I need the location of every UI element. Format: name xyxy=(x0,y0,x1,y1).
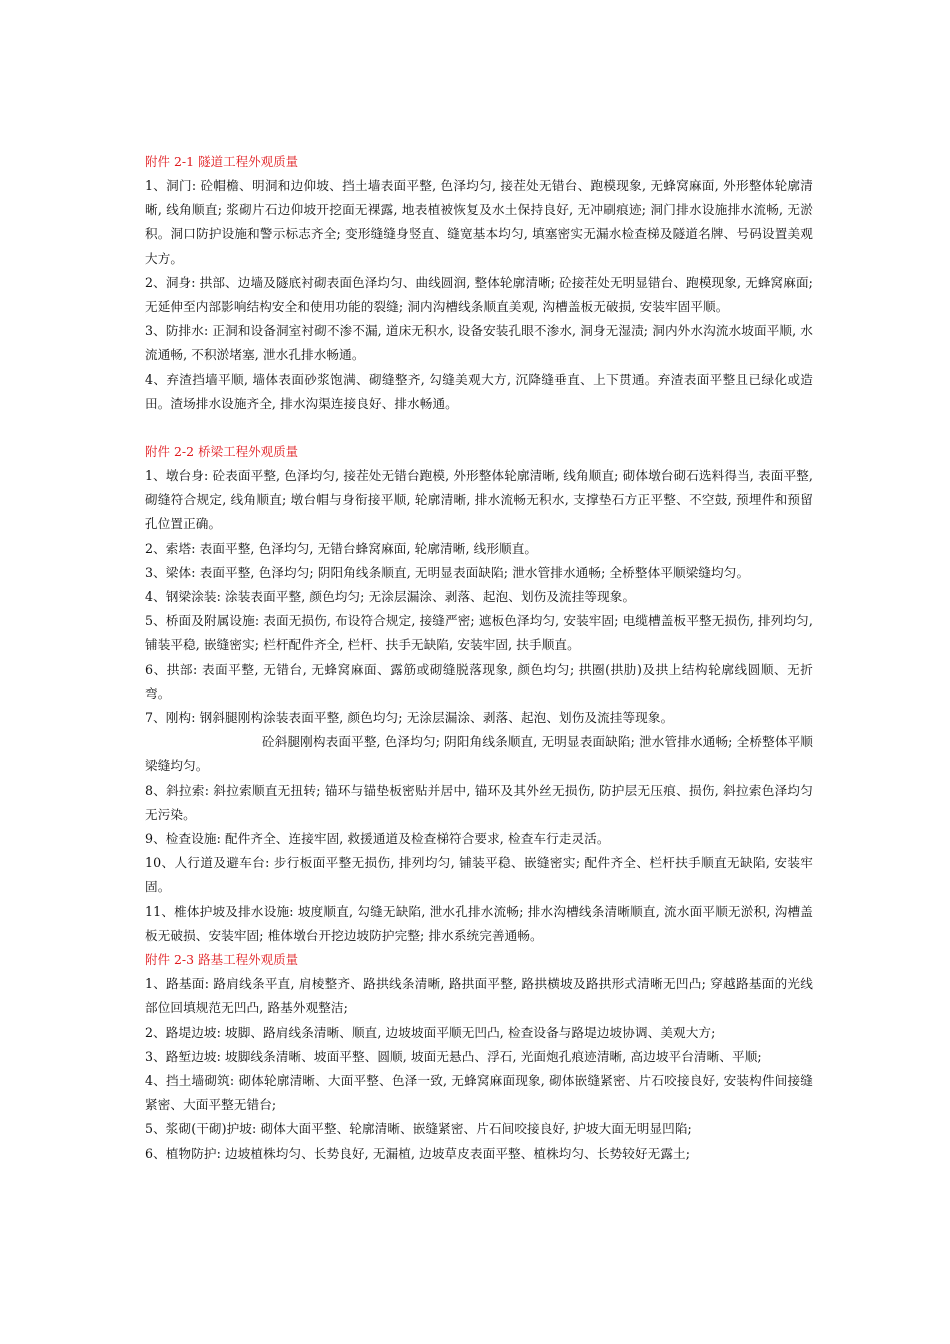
document-page xyxy=(145,150,813,1166)
bridge-item-steel-coating: 4、钢梁涂装: 涂装表面平整, 颜色均匀; 无涂层漏涂、剥落、起泡、划伤及流挂等现象。 xyxy=(145,589,636,605)
bridge-item-walkway: 10、人行道及避车台: 步行板面平整无损伤, 排列均匀, 铺装平稳、嵌缝密实; 配件齐全、栏杆扶手顺直无缺陷, 安装牢固。 xyxy=(145,855,813,895)
bridge-item-rigid-frame-concrete: 砼斜腿刚构表面平整, 色泽均匀; 阴阳角线条顺直, 无明显表面缺陷; 泄水管排水通畅; 全桥整体平顺梁缝均匀。 xyxy=(145,734,813,774)
bridge-item-deck: 5、桥面及附属设施: 表面无损伤, 布设符合规定, 接缝严密; 遮板色泽均匀, 安装牢固; 电缆槽盖板平整无损伤, 排列均匀, 铺装平稳, 嵌缝密实; 栏杆配件齐全, 栏杆、扶手无缺陷, 安装牢固, 扶手顺直。 xyxy=(145,613,813,653)
subgrade-item-retaining-wall: 4、挡土墙砌筑: 砌体轮廓清晰、大面平整、色泽一致, 无蜂窝麻面现象, 砌体嵌缝紧密、片石咬接良好, 安装构件间接缝紧密、大面平整无错台; xyxy=(145,1072,813,1113)
bridge-item-girder: 3、梁体: 表面平整, 色泽均匀; 阴阳角线条顺直, 无明显表面缺陷; 泄水管排水通畅; 全桥整体平顺梁缝均匀。 xyxy=(145,564,750,580)
subgrade-item-embankment: 2、路堤边坡: 坡脚、路肩线条清晰、顺直, 边坡坡面平顺无凹凸, 检查设备与路堤边坡协调、美观大方; xyxy=(145,1024,716,1040)
bridge-item-cone-slope: 11、椎体护坡及排水设施: 坡度顺直, 勾缝无缺陷, 泄水孔排水流畅; 排水沟槽线条清晰顺直, 流水面平顺无淤积, 沟槽盖板无破损、安装牢固; 椎体墩台开挖边坡防护完整; 排水系统完善通畅。 xyxy=(145,903,813,943)
subgrade-item-surface: 1、路基面: 路肩线条平直, 肩棱整齐、路拱线条清晰, 路拱面平整, 路拱横坡及路拱形式清晰无凹凸; 穿越路基面的光线部位回填规范无凹凸, 路基外观整洁; xyxy=(145,976,813,1016)
tunnel-item-body: 2、洞身: 拱部、边墙及隧底衬砌表面色泽均匀、曲线圆润, 整体轮廓清晰; 砼接茬处无明显错台、跑模现象, 无蜂窝麻面; 无延伸至内部影响结构安全和使用功能的裂缝; 洞内沟槽线条顺直美观, 沟槽盖板无破损, 安装牢固平顺。 xyxy=(145,274,813,315)
bridge-item-tower: 2、索塔: 表面平整, 色泽均匀, 无错台蜂窝麻面, 轮廓清晰, 线形顺直。 xyxy=(145,540,538,556)
section-heading-bridge: 附件 2-2 桥梁工程外观质量 xyxy=(145,444,299,460)
subgrade-item-vegetation: 6、植物防护: 边坡植株均匀、长势良好, 无漏植, 边坡草皮表面平整、植株均匀、长势较好无露土; xyxy=(145,1145,691,1161)
tunnel-item-spoil: 4、弃渣挡墙平顺, 墙体表面砂浆饱满、砌缝整齐, 勾缝美观大方, 沉降缝垂直、上下贯通。弃渣表面平整且已绿化或造田。渣场排水设施齐全, 排水沟渠连接良好、排水畅通。 xyxy=(145,371,813,411)
bridge-item-stay-cable: 8、斜拉索: 斜拉索顺直无扭转; 锚环与锚垫板密贴并居中, 锚环及其外丝无损伤, 防护层无压痕、损伤, 斜拉索色泽均匀无污染。 xyxy=(145,782,813,822)
subgrade-item-cutting: 3、路堑边坡: 坡脚线条清晰、坡面平整、圆顺, 坡面无悬凸、浮石, 光面炮孔痕迹清晰, 高边坡平台清晰、平顺; xyxy=(145,1048,762,1064)
bridge-item-rigid-frame: 7、刚构: 钢斜腿刚构涂装表面平整, 颜色均匀; 无涂层漏涂、剥落、起泡、划伤及流挂等现象。 xyxy=(145,710,674,726)
bridge-item-pier: 1、墩台身: 砼表面平整, 色泽均匀, 接茬处无错台跑模, 外形整体轮廓清晰, 线角顺直; 砌体墩台砌石选料得当, 表面平整, 砌缝符合规定, 线角顺直; 墩台帽与身衔接平顺, 轮廓清晰, 排水流畅无积水, 支撑垫石方正平整、不空鼓, 预埋件和预留孔位置正确。 xyxy=(145,468,813,532)
bridge-item-arch: 6、拱部: 表面平整, 无错台, 无蜂窝麻面、露筋或砌缝脱落现象, 颜色均匀; 拱圈(拱肋)及拱上结构轮廓线圆顺、无折弯。 xyxy=(145,661,813,701)
section-heading-tunnel: 附件 2-1 隧道工程外观质量 xyxy=(145,154,299,169)
bridge-item-inspection: 9、检查设施: 配件齐全、连接牢固, 救援通道及检查梯符合要求, 检查车行走灵活。 xyxy=(145,831,610,847)
subgrade-item-masonry-slope: 5、浆砌(干砌)护坡: 砌体大面平整、轮廓清晰、嵌缝紧密、片石间咬接良好, 护坡大面无明显凹陷; xyxy=(145,1121,692,1137)
section-heading-subgrade: 附件 2-3 路基工程外观质量 xyxy=(145,952,299,968)
tunnel-item-drainage: 3、防排水: 正洞和设备洞室衬砌不渗不漏, 道床无积水, 设备安装孔眼不渗水, 洞身无湿渍; 洞内外水沟流水坡面平顺, 水流通畅, 不积淤堵塞, 泄水孔排水畅通。 xyxy=(145,323,813,363)
tunnel-item-portal: 1、洞门: 砼帽檐、明洞和边仰坡、挡土墙表面平整, 色泽均匀, 接茬处无错台、跑模现象, 无蜂窝麻面, 外形整体轮廓清晰, 线角顺直; 浆砌片石边仰坡开挖面无裸露, 地表植被恢复及水土保持良好, 无冲刷痕迹; 洞门排水设施排水流畅, 无淤积。洞口防护设施和警示标志齐全; 变形缝缝身竖直、缝宽基本均匀, 填塞密实无漏水检查梯及隧道名牌、号码设置美观大方。 xyxy=(145,178,813,266)
